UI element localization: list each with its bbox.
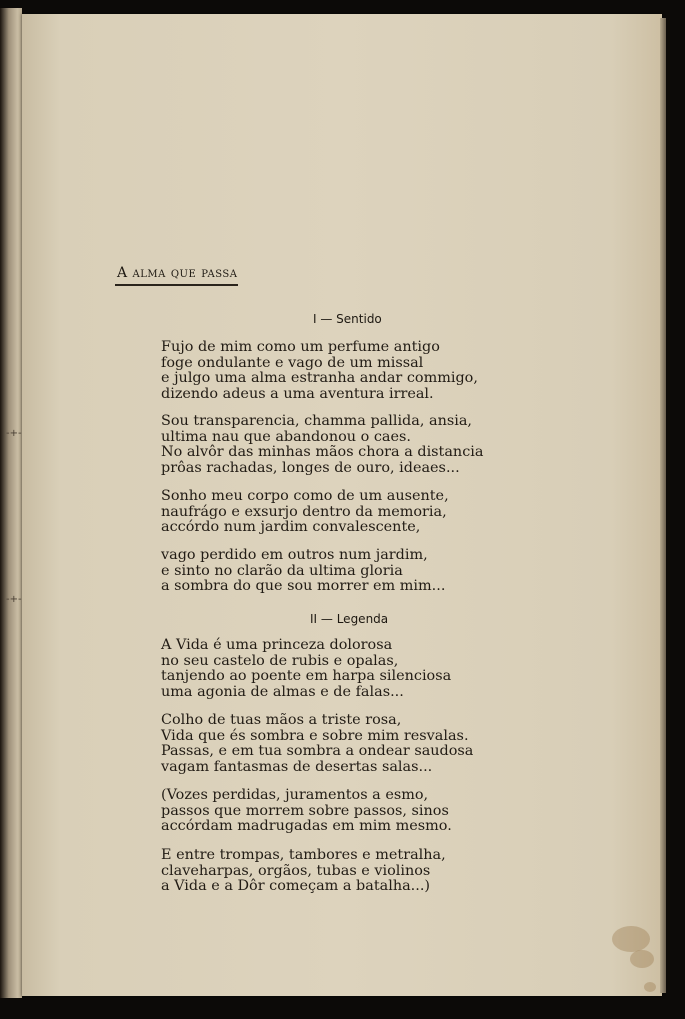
paper-stain — [612, 926, 650, 952]
stanza — [161, 340, 478, 402]
verse-line: foge ondulante e vago de um missal — [161, 354, 424, 371]
paper-stain — [630, 950, 654, 968]
verse-line: claveharpas, orgãos, tubas e violinos — [161, 862, 431, 879]
verse-line: vagam fantasmas de desertas salas... — [161, 758, 433, 775]
verse-line: Colho de tuas mãos a triste rosa, — [161, 712, 402, 728]
verse-line: tanjendo ao poente em harpa silenciosa — [161, 668, 452, 685]
right-page-edge — [660, 18, 666, 993]
verse-line: no seu castelo de rubis e opalas, — [161, 652, 399, 669]
verse-line: Passas, e em tua sombra a ondear saudosa — [161, 743, 474, 760]
left-page-edge — [0, 8, 22, 998]
stanza — [161, 489, 449, 536]
verse-line: e sinto no clarão da ultima gloria — [161, 562, 403, 579]
verse-line: dizendo adeus a uma aventura irreal. — [161, 385, 434, 402]
verse-line: accórdo num jardim convalescente, — [161, 519, 421, 536]
part-heading: II — Legenda — [310, 612, 389, 626]
stanza — [161, 713, 473, 775]
verse-line: a sombra do que sou morrer em mim... — [161, 578, 446, 595]
verse-line: Vida que és sombra e sobre mim resvalas. — [161, 727, 469, 744]
margin-pin-mark: -+- — [6, 594, 22, 605]
verse-line: (Vozes perdidas, juramentos a esmo, — [161, 787, 429, 803]
stanza — [161, 638, 451, 700]
verse-line: passos que morrem sobre passos, sinos — [161, 802, 449, 819]
verse-line: A Vida é uma princeza dolorosa — [161, 637, 393, 653]
verse-line: e julgo uma alma estranha andar commigo, — [161, 370, 478, 387]
stanza — [161, 788, 452, 835]
margin-pin-mark: -+- — [6, 428, 22, 439]
stanza — [161, 548, 445, 595]
verse-line: Sonho meu corpo como de um ausente, — [161, 488, 449, 504]
part-heading: I — Sentido — [313, 312, 382, 326]
verse-line: No alvôr das minhas mãos chora a distancia — [161, 444, 484, 461]
stanza — [161, 848, 446, 895]
paper-stain — [644, 982, 656, 992]
verse-line: vago perdido em outros num jardim, — [161, 547, 428, 563]
verse-line: accórdam madrugadas em mim mesmo. — [161, 818, 452, 835]
section-title: A alma que passa — [117, 265, 238, 281]
title-underline — [115, 284, 238, 286]
verse-line: uma agonia de almas e de falas... — [161, 683, 404, 700]
verse-line: prôas rachadas, longes de ouro, ideaes... — [161, 459, 460, 476]
verse-line: naufrágo e exsurjo dentro da memoria, — [161, 503, 447, 520]
verse-line: ultima nau que abandonou o caes. — [161, 428, 411, 445]
stanza — [161, 414, 483, 476]
verse-line: a Vida e a Dôr começam a batalha...) — [161, 878, 431, 895]
verse-line: Fujo de mim como um perfume antigo — [161, 339, 440, 355]
verse-line: E entre trompas, tambores e metralha, — [161, 847, 446, 863]
verse-line: Sou transparencia, chamma pallida, ansia, — [161, 413, 472, 429]
